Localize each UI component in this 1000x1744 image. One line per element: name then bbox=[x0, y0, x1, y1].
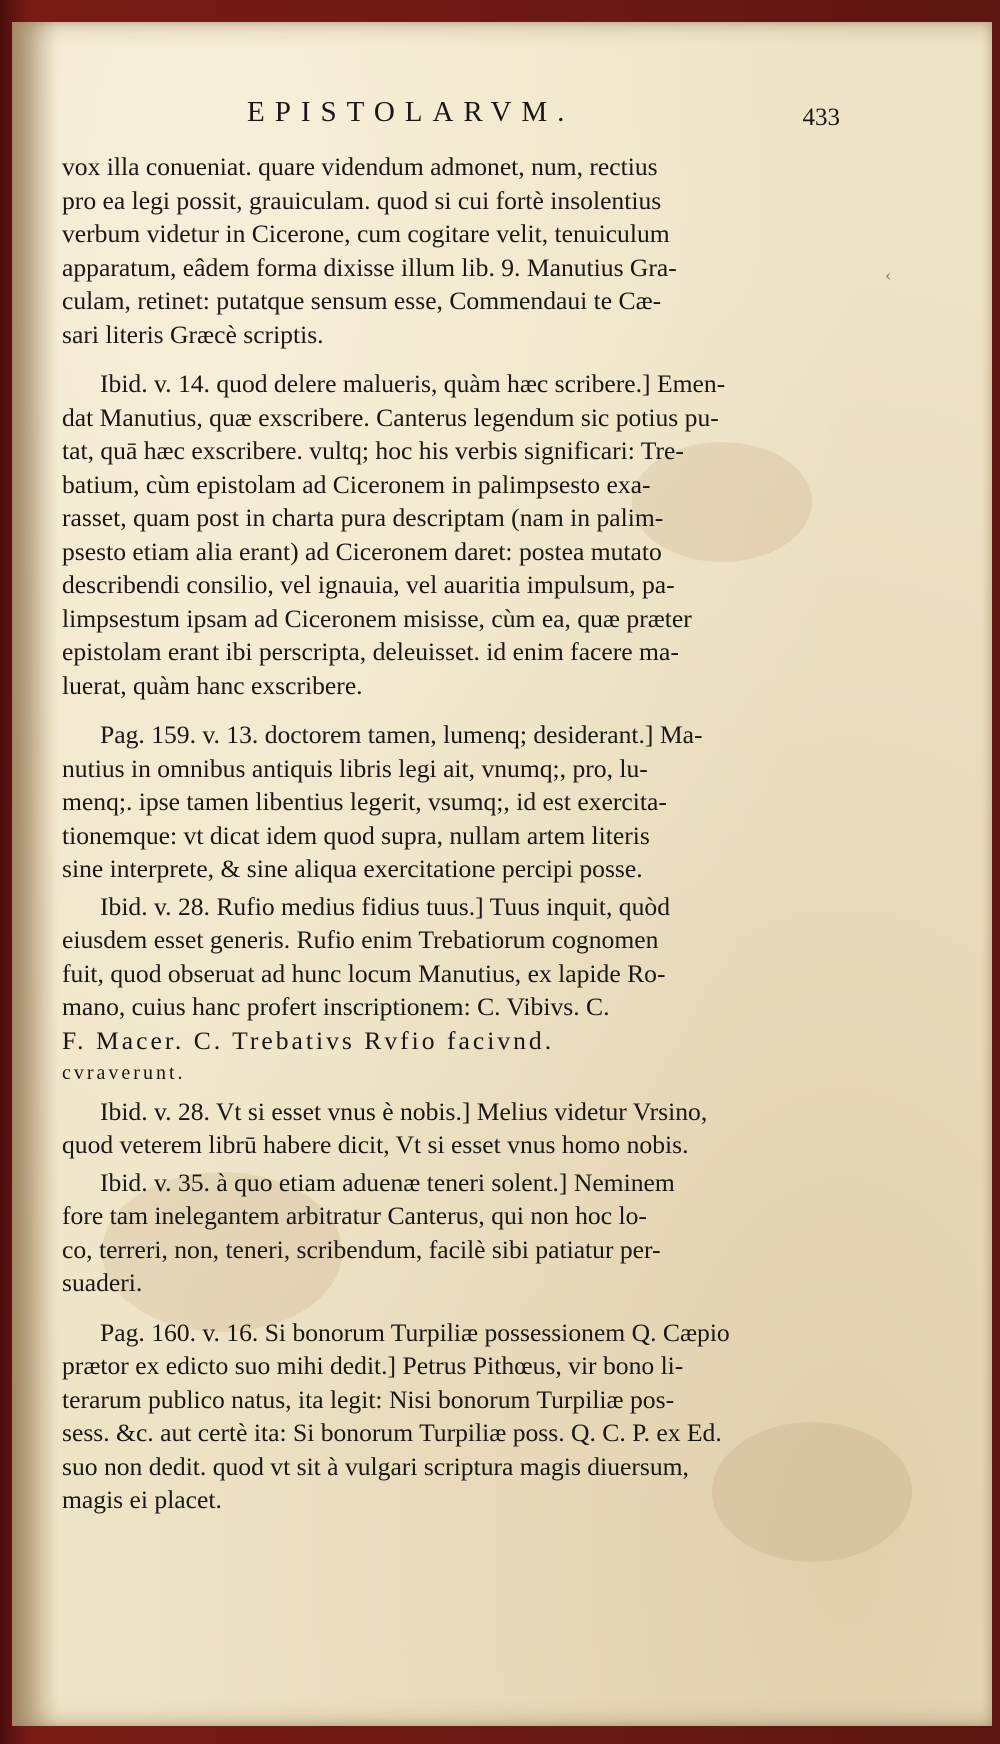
text-line: mano, cuius hanc profert inscriptionem: C. Vibivs. C. bbox=[62, 992, 610, 1021]
margin-mark: ‹ bbox=[885, 266, 892, 285]
text-line: co, terreri, non, teneri, scribendum, facilè sibi patiatur per- bbox=[62, 1234, 661, 1264]
text-line: dat Manutius, quæ exscribere. Canterus legendum sic potius pu- bbox=[62, 402, 719, 432]
text-line: apparatum, eâdem forma dixisse illum lib. 9. Manutius Gra- bbox=[62, 252, 677, 282]
text-line: suaderi. bbox=[62, 1268, 143, 1297]
text-line: fore tam inelegantem arbitratur Canterus, qui non hoc lo- bbox=[62, 1201, 647, 1230]
text-line: tat, quā hæc exscribere. vultq; hoc his verbis significari: Tre- bbox=[62, 436, 684, 465]
text-line: Ibid. v. 28. Rufio medius fidius tuus.] Tuus inquit, quòd bbox=[100, 891, 670, 921]
text-line: tionemque: vt dicat idem quod supra, nullam artem literis bbox=[62, 820, 650, 850]
paragraph bbox=[62, 367, 832, 702]
paragraph bbox=[62, 1095, 832, 1162]
gutter-shadow bbox=[12, 22, 58, 1726]
text-line: sine interprete, & sine aliqua exercitatione percipi posse. bbox=[62, 854, 643, 883]
text-line: Ibid. v. 35. à quo etiam aduenæ teneri solent.] Neminem bbox=[100, 1167, 675, 1197]
text-line: Pag. 160. v. 16. Si bonorum Turpiliæ possessionem Q. Cæpio bbox=[100, 1317, 730, 1347]
text-line: sess. &c. aut certè ita: Si bonorum Turpiliæ poss. Q. C. P. ex Ed. bbox=[62, 1418, 722, 1447]
text-line: terarum publico natus, ita legit: Nisi bonorum Turpiliæ pos- bbox=[62, 1384, 675, 1414]
paragraph bbox=[62, 1166, 832, 1300]
paragraph bbox=[62, 1316, 832, 1517]
text-line: Ibid. v. 28. Vt si esset vnus è nobis.] Melius videtur Vrsino, bbox=[100, 1096, 708, 1126]
text-line: limpsestum ipsam ad Ciceronem misisse, cùm ea, quæ præter bbox=[62, 603, 692, 633]
text-line: magis ei placet. bbox=[62, 1485, 222, 1514]
text-line: suo non dedit. quod vt sit à vulgari scriptura magis diuersum, bbox=[62, 1451, 689, 1481]
text-block bbox=[62, 96, 840, 1521]
paragraph bbox=[62, 150, 832, 351]
text-line: pro ea legi possit, grauiculam. quod si cui fortè insolentius bbox=[62, 185, 662, 215]
text-line: verbum videtur in Cicerone, cum cogitare velit, tenuiculum bbox=[62, 219, 670, 248]
running-head bbox=[62, 96, 840, 150]
text-line: rasset, quam post in charta pura descriptam (nam in palim- bbox=[62, 503, 664, 532]
text-line: Ibid. v. 14. quod delere malueris, quàm hæc scribere.] Emen- bbox=[100, 369, 726, 398]
text-line: culam, retinet: putatque sensum esse, Commendaui te Cæ- bbox=[62, 286, 662, 315]
book-page bbox=[12, 22, 992, 1726]
text-line: epistolam erant ibi perscripta, deleuisset. id enim facere ma- bbox=[62, 637, 679, 666]
text-line: prætor ex edicto suo mihi dedit.] Petrus Pithœus, vir bono li- bbox=[62, 1351, 684, 1380]
text-line: Pag. 159. v. 13. doctorem tamen, lumenq; desiderant.] Ma- bbox=[100, 720, 703, 749]
paragraph bbox=[62, 718, 832, 886]
text-line: sari literis Græcè scriptis. bbox=[62, 319, 324, 349]
text-line: psesto etiam alia erant) ad Ciceronem daret: postea mutato bbox=[62, 536, 662, 566]
inscription-line: cvraverunt. bbox=[62, 1062, 186, 1084]
running-title: EPISTOLARVM. bbox=[247, 96, 575, 128]
text-line: luerat, quàm hanc exscribere. bbox=[62, 670, 363, 700]
paragraph bbox=[62, 890, 832, 1091]
text-line: vox illa conueniat. quare videndum admonet, num, rectius bbox=[62, 152, 658, 181]
text-line: describendi consilio, vel ignauia, vel auaritia impulsum, pa- bbox=[62, 570, 675, 599]
text-line: nutius in omnibus antiquis libris legi ait, vnumq;, pro, lu- bbox=[62, 753, 648, 783]
text-line: quod veterem librū habere dicit, Vt si esset vnus homo nobis. bbox=[62, 1130, 689, 1159]
text-line: batium, cùm epistolam ad Ciceronem in palimpsesto exa- bbox=[62, 469, 651, 499]
text-line: eiusdem esset generis. Rufio enim Trebatiorum cognomen bbox=[62, 925, 659, 954]
page-number: 433 bbox=[802, 104, 840, 131]
text-line: fuit, quod obseruat ad hunc locum Manutius, ex lapide Ro- bbox=[62, 958, 666, 988]
inscription-line: F. Macer. C. Trebativs Rvfio facivnd. bbox=[62, 1025, 555, 1055]
text-line: menq;. ipse tamen libentius legerit, vsumq;, id est exercita- bbox=[62, 787, 667, 816]
